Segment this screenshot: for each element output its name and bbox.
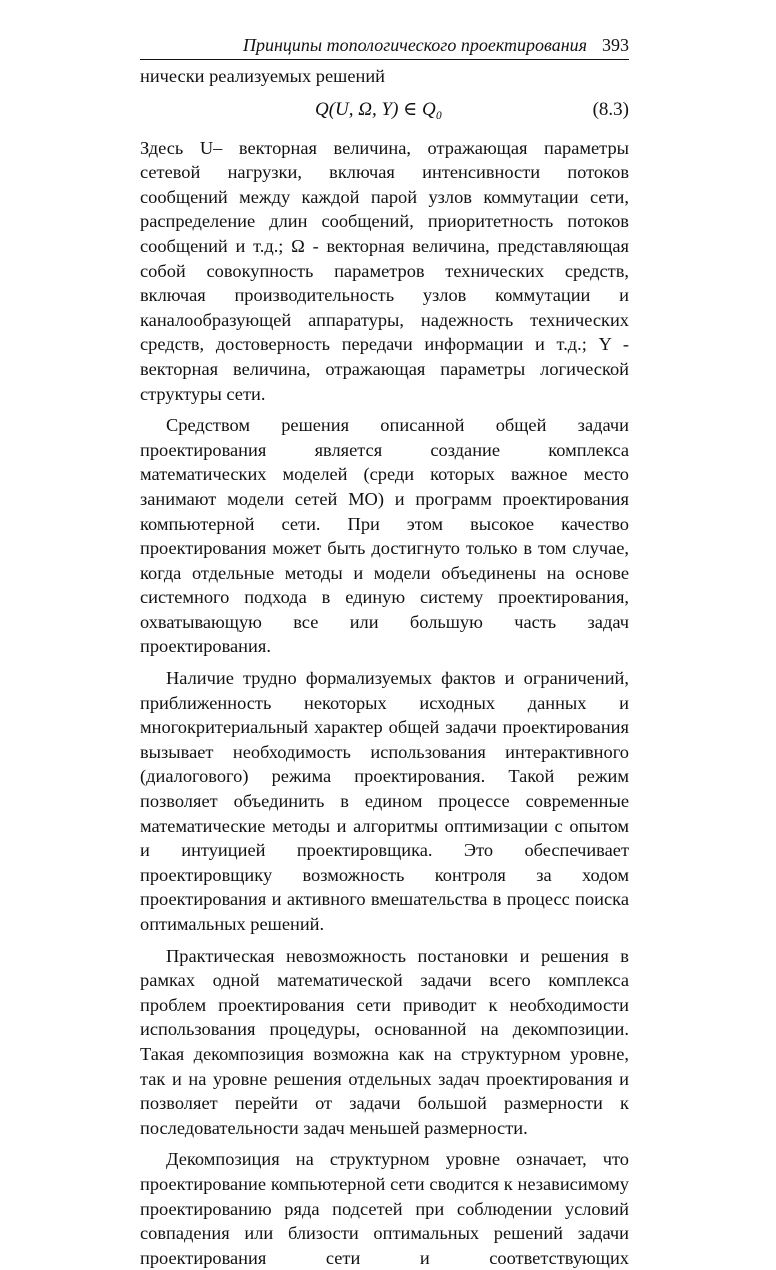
paragraph-decomposition: Практическая невозможность постановки и решения в рамках одной математической задачи всего комплекса проблем проектирования сети приводит к необходимости использования процедуры, основанной на декомпозиции. Такая декомпозиция возможна как на структурном уровне, так и на уровне решения отдельных задач проектирования и позволяет перейти от задачи большой размерности к последовательности задач меньшей размерности.	[140, 945, 629, 1138]
paragraph-definitions: Здесь U– векторная величина, отражающая параметры сетевой нагрузки, включая интенсивности потоков сообщений между каждой парой узлов коммутации сети, распределение длин сообщений, приоритетность потоков сообщений и т.д.; Ω - векторная величина, представляющая собой совокупность параметров технических средств, включая производительность узлов коммутации и каналообразующей аппаратуры, надежность технических средств, достоверность передачи информации и т.д.; Y - векторная величина, отражающая параметры логической структуры сети.	[140, 137, 629, 404]
page-number: 393	[602, 35, 629, 55]
paragraph-interactive-mode: Наличие трудно формализуемых фактов и ограничений, приближенность некоторых исходных данных и многокритериальный характер общей задачи проектирования вызывает необходимость использования интерактивного (диалогового) режима проектирования. Такой режим позволяет объединить в едином процессе современные математические методы и алгоритмы оптимизации с опытом и интуицией проектировщика. Это обеспечивает проектировщику возможность контроля за ходом проектирования и активного вмешательства в процесс поиска оптимальных решений.	[140, 668, 629, 934]
running-title: Принципы топологического проектирования	[242, 35, 587, 55]
paragraph-design-tools: Средством решения описанной общей задачи проектирования является создание комплекса математических моделей (среди которых важное место занимают модели сетей МО) и программ проектирования компьютерной сети. При этом высокое качество проектирования может быть достигнуто только в том случае, когда отдельные методы и модели объединены на основе системного подхода в единую систему проектирования, охватывающую все или большую часть задач проектирования.	[140, 415, 629, 657]
formula-expression: Q(U, Ω, Y) ∈ Q₀	[315, 98, 443, 120]
formula-row	[140, 91, 629, 130]
running-header	[140, 31, 629, 60]
body-text	[140, 64, 629, 1270]
formula-number: (8.3)	[592, 98, 629, 120]
intro-line: нически реализуемых решений	[140, 66, 386, 86]
paragraph-structural-decomposition: Декомпозиция на структурном уровне означает, что проектирование компьютерной сети сводится к независимому проектированию ряда подсетей при соблюдении условий совпадения или близости оптимальных решений задачи проектирования сети и соответствующих	[140, 1149, 629, 1268]
